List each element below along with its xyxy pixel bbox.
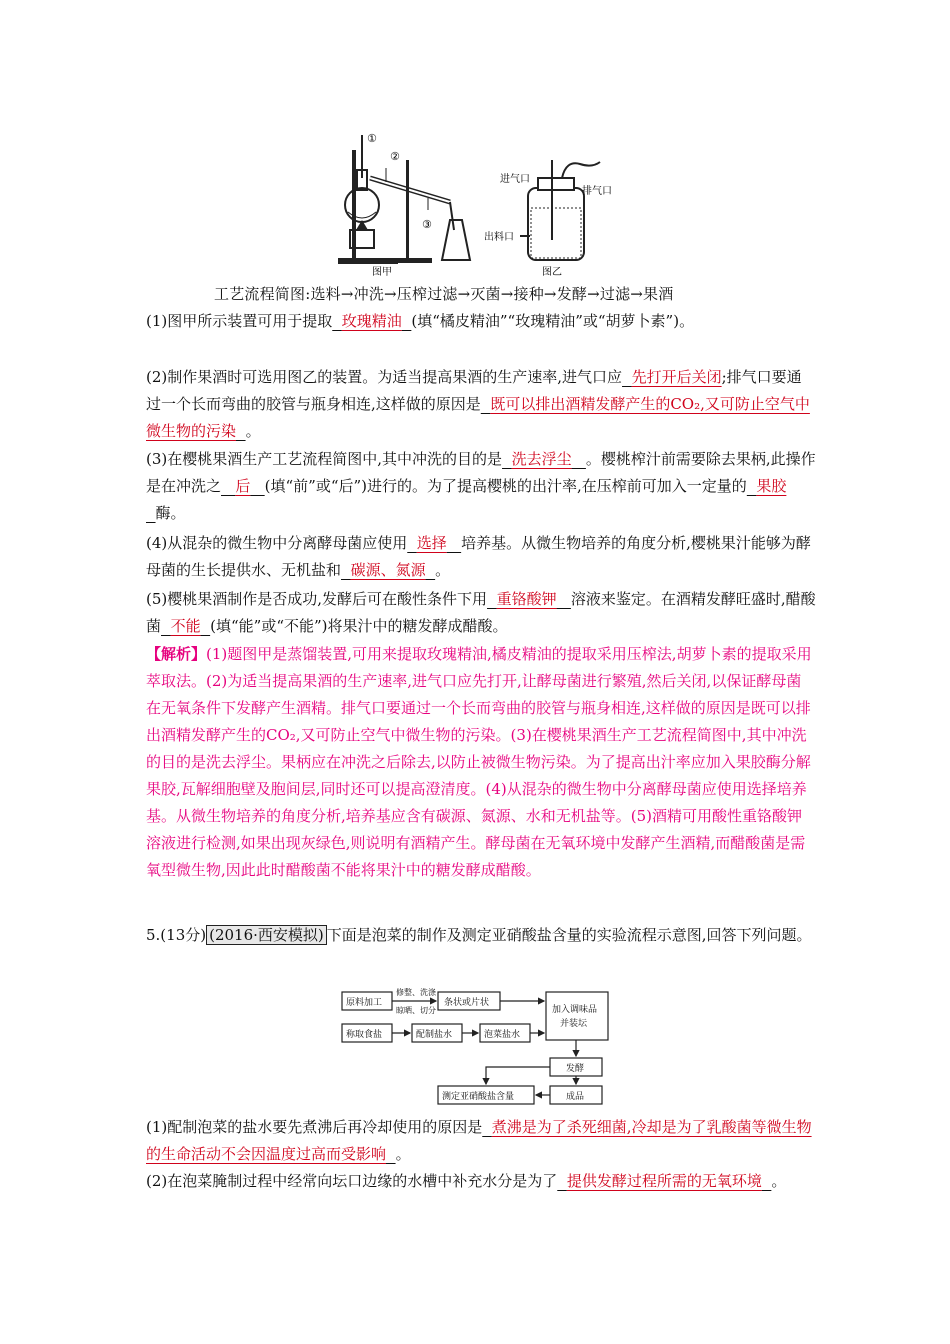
pickle-flowchart: [340, 982, 620, 1112]
flow-box-strips: 条状或片状: [444, 998, 490, 1008]
question-4: (4)从混杂的微生物中分离酵母菌应使用 选择 培养基。从微生物培养的角度分析,樱桃果汁能够为酵母菌的生长提供水、无机盐和 碳源、氮源 。: [146, 534, 811, 579]
flow-box-ferment: 发酵: [566, 1064, 585, 1074]
question-3: (3)在樱桃果酒生产工艺流程简图中,其中冲洗的目的是 洗去浮尘 。樱桃榨汁前需要除去果柄,此操作是在冲洗之 后 (填“前”或“后”)进行的。为了提高樱桃的出汁率,在压榨前可加入一定量的 果胶 酶。: [146, 450, 816, 522]
answer-3b: 后: [235, 477, 251, 495]
source-badge: (2016·西安模拟): [206, 925, 327, 945]
analysis-block: [146, 641, 816, 884]
apparatus-figure: [330, 120, 630, 280]
question-5: (5)樱桃果酒制作是否成功,发酵后可在酸性条件下用 重铬酸钾 溶液来鉴定。在酒精发酵旺盛时,醋酸菌 不能 (填“能”或“不能”)将果汁中的糖发酵成醋酸。: [146, 590, 816, 635]
outlet-label: 排气口: [582, 186, 612, 197]
answer-1: 玫瑰精油: [341, 312, 402, 330]
answer-s2: 提供发酵过程所需的无氧环境: [566, 1172, 762, 1190]
answer-5a: 重铬酸钾: [496, 590, 557, 608]
flow-box-raw: 原料加工: [346, 998, 383, 1008]
label-2: ②: [390, 150, 400, 163]
flow-box-season-b: 并装坛: [560, 1019, 588, 1029]
answer-4a: 选择: [416, 534, 447, 552]
answer-3a: 洗去浮尘: [511, 450, 572, 468]
caption-a: 图甲: [372, 267, 392, 278]
analysis-tag: 【解析】: [146, 645, 207, 663]
question-2: (2)制作果酒时可选用图乙的装置。为适当提高果酒的生产速率,进气口应 先打开后关闭;排气口要通过一个长而弯曲的胶管与瓶身相连,这样做的原因是 既可以排出酒精发酵产生的CO₂,又可防止空气中微生物的污染 。: [146, 368, 810, 440]
flow-step-dry: 晾晒、切分: [396, 1006, 436, 1015]
flow-box-pickle-brine: 泡菜盐水: [484, 1030, 521, 1040]
question-1: (1)图甲所示装置可用于提取 玫瑰精油 (填“橘皮精油”“玫瑰精油”或“胡萝卜素”)。: [146, 312, 695, 330]
discharge-label: 出料口: [484, 232, 514, 243]
inlet-label: 进气口: [500, 174, 530, 185]
process-flow-text: 工艺流程简图:选料→冲洗→压榨过滤→灭菌→接种→发酵→过滤→果酒: [214, 285, 674, 303]
answer-4b: 碳源、氮源: [350, 561, 426, 579]
answer-s1: 煮沸是为了杀死细菌,冷却是为了乳酸菌等微生物的生命活动不会因温度过高而受影响: [146, 1118, 812, 1163]
flow-box-brine: 配制盐水: [416, 1030, 453, 1040]
subquestion-1: (1)配制泡菜的盐水要先煮沸后再冷却使用的原因是 煮沸是为了杀死细菌,冷却是为了乳酸菌等微生物的生命活动不会因温度过高而受影响 。: [146, 1118, 812, 1163]
answer-3c: 果胶: [756, 477, 787, 495]
answer-2a: 先打开后关闭: [631, 368, 722, 386]
label-3: ③: [422, 218, 432, 231]
flow-box-product: 成品: [566, 1092, 585, 1102]
caption-b: 图乙: [542, 267, 562, 278]
subquestion-2: (2)在泡菜腌制过程中经常向坛口边缘的水槽中补充水分是为了 提供发酵过程所需的无氧环境 。: [146, 1172, 787, 1190]
label-1: ①: [367, 132, 377, 145]
flow-step-trim: 修整、洗涤: [396, 988, 436, 997]
flow-box-salt: 称取食盐: [346, 1030, 383, 1040]
flow-box-season-a: 加入调味品: [552, 1005, 598, 1015]
question-five: 5.(13分) (2016·西安模拟) 下面是泡菜的制作及测定亚硝酸盐含量的实验流程示意图,回答下列问题。: [146, 926, 812, 944]
answer-2b: 既可以排出酒精发酵产生的CO₂,又可防止空气中微生物的污染: [146, 395, 810, 440]
analysis-text: (1)题图甲是蒸馏装置,可用来提取玫瑰精油,橘皮精油的提取采用压榨法,胡萝卜素的提取采用萃取法。(2)为适当提高果酒的生产速率,进气口应先打开,让酵母菌进行繁殖,然后关闭,以保证酵母菌在无氧条件下发酵产生酒精。排气口要通过一个长而弯曲的胶管与瓶身相连,这样做的原因是既可以排出酒精发酵产生的CO₂,又可防止空气中微生物的污染。(3)在樱桃果酒生产工艺流程简图中,其中冲洗的目的是洗去浮尘。果柄应在冲洗之后除去,以防止被微生物污染。为了提高出汁率应加入果胶酶分解果胶,瓦解细胞壁及胞间层,同时还可以提高澄清度。(4)从混杂的微生物中分离酵母菌应使用选择培养基。从微生物培养的角度分析,培养基应含有碳源、氮源、水和无机盐等。(5)酒精可用酸性重铬酸钾溶液进行检测,如果出现灰绿色,则说明有酒精产生。酵母菌在无氧环境中发酵产生酒精,而醋酸菌是需氧型微生物,因此此时醋酸菌不能将果汁中的糖发酵成醋酸。: [146, 645, 812, 879]
flow-box-measure: 测定亚硝酸盐含量: [442, 1092, 515, 1102]
answer-5b: 不能: [170, 617, 201, 635]
